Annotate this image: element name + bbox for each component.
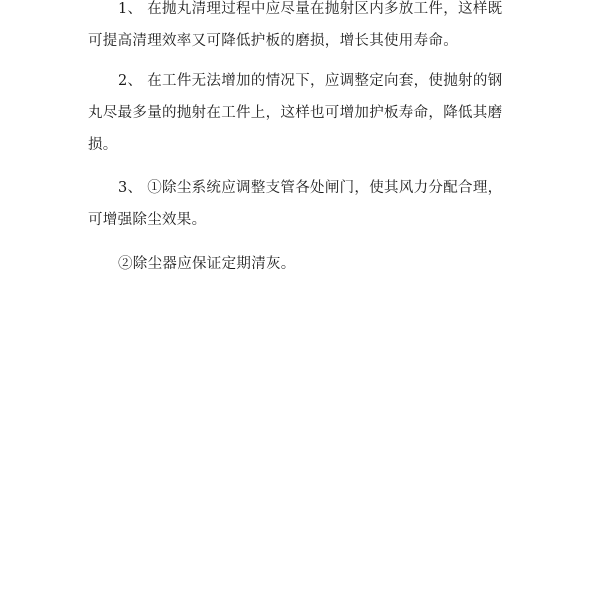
paragraph-3-line-1: 3、 ①除尘系统应调整支管各处闸门，使其风力分配合理，	[118, 180, 503, 196]
paragraph-3-line-2: 可增强除尘效果。	[88, 212, 207, 228]
paragraph-2-line-3: 损。	[88, 137, 118, 153]
paragraph-1-line-2: 可提高清理效率又可降低护板的磨损，增长其使用寿命。	[88, 33, 458, 49]
paragraph-2	[88, 65, 518, 161]
paragraph-1-line-1: 1、 在抛丸清理过程中应尽量在抛射区内多放工件，这样既	[118, 1, 503, 17]
paragraph-4	[88, 248, 518, 280]
paragraph-1	[88, 0, 518, 57]
paragraph-2-line-1: 2、 在工件无法增加的情况下，应调整定向套，使抛射的钢	[118, 73, 503, 89]
paragraph-3	[88, 172, 518, 236]
paragraph-4-line-1: ②除尘器应保证定期清灰。	[118, 256, 296, 272]
paragraph-2-line-2: 丸尽最多量的抛射在工件上，这样也可增加护板寿命，降低其磨	[88, 105, 503, 121]
